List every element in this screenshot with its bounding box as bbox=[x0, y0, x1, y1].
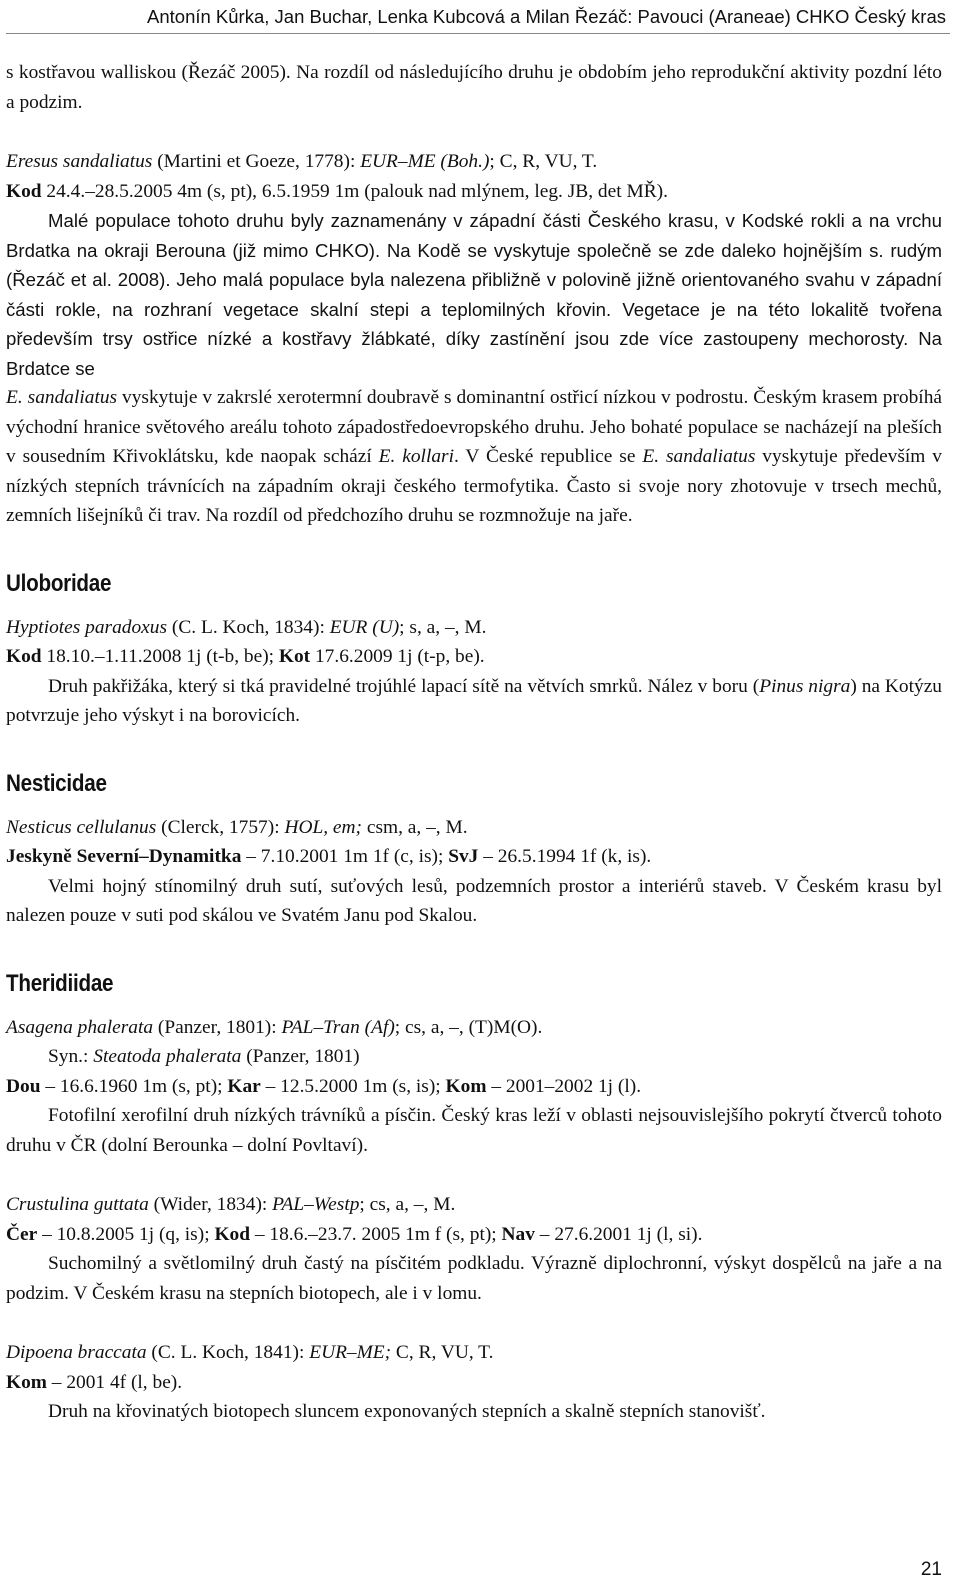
species-status: ; s, a, –, M. bbox=[399, 616, 487, 638]
records-line bbox=[6, 177, 942, 207]
species-distribution: EUR–ME (Boh.) bbox=[360, 151, 490, 172]
records-line: Kom – 2001 4f (l, be). bbox=[6, 1371, 183, 1393]
running-header: Antonín Kůrka, Jan Buchar, Lenka Kubcová a Milan Řezáč: Pavouci (Araneae) CHKO Český kras bbox=[147, 6, 946, 27]
species-name: Eresus sandaliatus bbox=[6, 151, 153, 172]
species-name: Hyptiotes paradoxus bbox=[6, 616, 168, 638]
header-rule bbox=[6, 33, 950, 34]
record-site: Kod bbox=[6, 180, 42, 202]
page-number: 21 bbox=[920, 1559, 942, 1580]
records-line: Kod 18.10.–1.11.2008 1j (t-b, be); Kot 17.6.2009 1j (t-p, be). bbox=[6, 646, 485, 667]
species-entry-asagena: Asagena phalerata (Panzer, 1801): PAL–Tran (Af); cs, a, –, (T)M(O). bbox=[6, 1016, 543, 1038]
intro-paragraph: s kostřavou walliskou (Řezáč 2005). Na rozdíl od následujícího druhu je obdobím jeho reprodukční aktivity pozdní léto a podzim. bbox=[6, 62, 942, 113]
section-heading-theridiidae: Theridiidae bbox=[6, 969, 114, 997]
species-description: Malé populace tohoto druhu byly zaznamenány v západní části Českého krasu, v Kodské rokli a na vrchu Brdatka na okraji Berouna (již mimo CHKO). Na Kodě se vyskytuje společně se zde daleko hojnějším s. rudým (Řezáč et al. 2008). Jeho malá populace byla nalezena přibližně v polovině jižně orientovaného svahu v západní části rokle, na rozhraní vegetace skalní stepi a teplomilných křovin. Vegetace je na této lokalitě tvořena především trsy ostřice nízké a kostřavy žlábkaté, díky zastínění jsou zde více zastoupeny mechorosty. Na Brdatce se bbox=[6, 210, 943, 379]
species-entry-nesticus: Nesticus cellulanus (Clerck, 1757): HOL, em; csm, a, –, M. bbox=[6, 816, 468, 838]
species-description: Fotofilní xerofilní druh nízkých trávníků a písčin. Český kras leží v oblasti nejsouvislejšího pokrytí čtverců tohoto druhu v ČR (dolní Berounka – dolní Povltaví). bbox=[6, 1105, 942, 1156]
species-description-cont: E. sandaliatus vyskytuje v zakrslé xerotermní doubravě s dominantní ostřicí nízkou v podrostu. Českým krasem probíhá východní hranice světového areálu tohoto západostředoevropského druhu. Jeho bohaté populace se nacházejí na pleších v sousedním Křivoklátsku, kde naopak schází E. kollari. V České republice se E. sandaliatus vyskytuje především v nízkých stepních trávnících na západním okraji českého termofytika. Často si svoje nory zhotovuje v trsech mechů, zemních lišejníků či trav. Na rozdíl od předchozího druhu se rozmnožuje na jaře. bbox=[6, 387, 942, 526]
records-line: Jeskyně Severní–Dynamitka – 7.10.2001 1m 1f (c, is); SvJ – 26.5.1994 1f (k, is). bbox=[6, 846, 652, 867]
species-description: Druh na křovinatých biotopech sluncem exponovaných stepních a skalně stepních stanovišť. bbox=[48, 1401, 766, 1422]
species-entry-eresus bbox=[6, 147, 942, 177]
synonym-line: Syn.: Steatoda phalerata (Panzer, 1801) bbox=[48, 1046, 360, 1067]
species-entry-crustulina: Crustulina guttata (Wider, 1834): PAL–Westp; cs, a, –, M. bbox=[6, 1194, 456, 1215]
page-content bbox=[6, 58, 942, 1427]
species-distribution: EUR (U) bbox=[329, 616, 400, 638]
section-heading-nesticidae: Nesticidae bbox=[6, 769, 107, 797]
record-text: 24.4.–28.5.2005 4m (s, pt), 6.5.1959 1m (palouk nad mlýnem, leg. JB, det MŘ). bbox=[41, 180, 668, 202]
section-heading-uloboridae: Uloboridae bbox=[6, 569, 112, 597]
species-description: Velmi hojný stínomilný druh sutí, suťových lesů, podzemních prostor a interiérů staveb. V Českém krasu byl nalezen pouze v suti pod skálou ve Svatém Janu pod Skalou. bbox=[6, 875, 942, 926]
species-author: (Martini et Goeze, 1778): bbox=[152, 151, 361, 172]
species-entry-dipoena: Dipoena braccata (C. L. Koch, 1841): EUR–ME; C, R, VU, T. bbox=[6, 1342, 494, 1363]
records-line: Čer – 10.8.2005 1j (q, is); Kod – 18.6.–23.7. 2005 1m f (s, pt); Nav – 27.6.2001 1j (l, si). bbox=[6, 1223, 703, 1245]
species-description: Suchomilný a světlomilný druh častý na písčitém podkladu. Výrazně diplochronní, výskyt dospělců na jaře a na podzim. V Českém krasu na stepních biotopech, ale i v lomu. bbox=[6, 1253, 942, 1304]
species-entry-hyptiotes bbox=[6, 613, 942, 643]
species-description: Druh pakřižáka, který si tká pravidelné trojúhlé lapací sítě na větvích smrků. Nález v boru (Pinus nigra) na Kotýzu potvrzuje jeho výskyt i na borovicích. bbox=[6, 675, 942, 726]
species-author: (C. L. Koch, 1834): bbox=[167, 616, 330, 638]
species-status: ; C, R, VU, T. bbox=[489, 151, 598, 172]
records-line: Dou – 16.6.1960 1m (s, pt); Kar – 12.5.2000 1m (s, is); Kom – 2001–2002 1j (l). bbox=[6, 1075, 642, 1097]
